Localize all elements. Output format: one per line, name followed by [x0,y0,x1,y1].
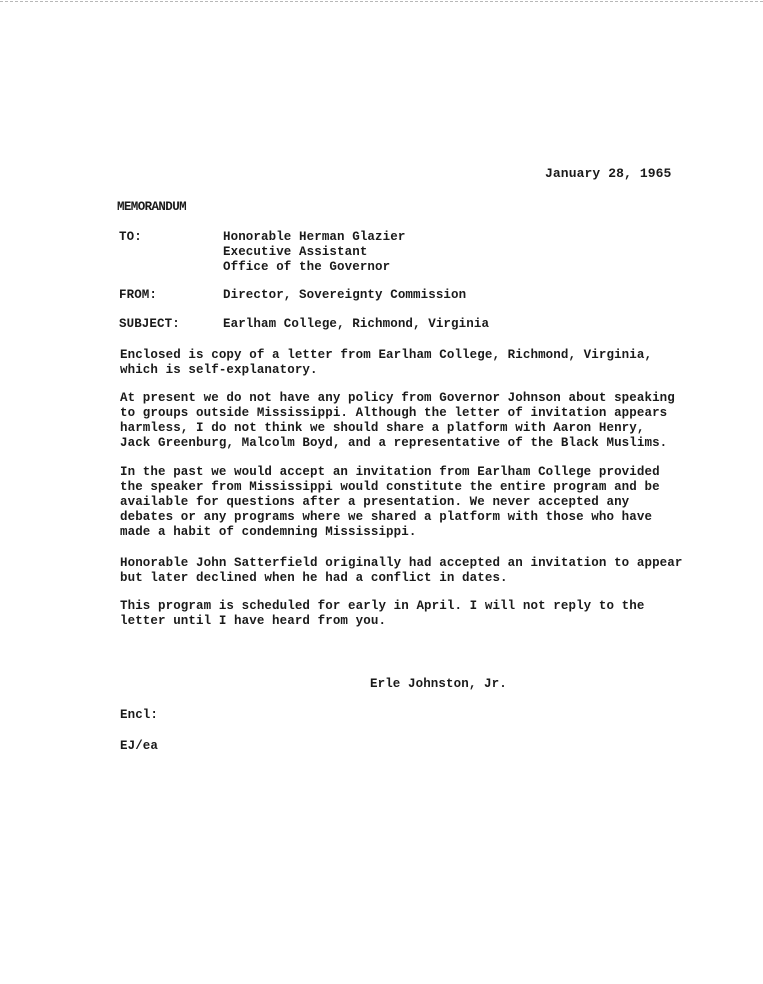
memo-heading: MEMORANDUM [117,200,187,214]
from-value: Director, Sovereignty Commission [223,288,467,302]
paragraph-line: At present we do not have any policy from Governor Johnson about speaking [120,391,675,405]
paragraph-line: Jack Greenburg, Malcolm Boyd, and a representative of the Black Muslims. [120,436,668,450]
paragraph-line: Honorable John Satterfield originally had accepted an invitation to appear [120,556,683,570]
from-label: FROM: [119,288,158,302]
to-line-office: Office of the Governor [223,260,391,274]
typist-initials: EJ/ea [120,739,159,753]
paragraph-line: letter until I have heard from you. [120,614,387,628]
subject-label: SUBJECT: [119,317,180,331]
memo-date: January 28, 1965 [545,166,672,181]
to-line-name: Honorable Herman Glazier [223,230,406,244]
paragraph-past-practice [120,465,680,540]
paragraph-line: This program is scheduled for early in April. I will not reply to the [120,599,645,613]
paragraph-policy [120,391,680,451]
paragraph-line: made a habit of condemning Mississippi. [120,525,417,539]
paragraph-enclosed [120,348,680,378]
paragraph-line: but later declined when he had a conflict in dates. [120,571,508,585]
signature-name: Erle Johnston, Jr. [370,677,507,691]
paragraph-line: harmless, I do not think we should share a platform with Aaron Henry, [120,421,645,435]
to-line-title: Executive Assistant [223,245,368,259]
to-label: TO: [119,230,142,244]
paragraph-schedule [120,599,680,629]
paragraph-line: the speaker from Mississippi would constitute the entire program and be [120,480,660,494]
paragraph-line: debates or any programs where we shared a platform with those who have [120,510,653,524]
paragraph-line: which is self-explanatory. [120,363,318,377]
page-top-border [0,1,763,2]
to-recipient [223,230,405,275]
enclosure-note: Encl: [120,708,159,722]
paragraph-line: available for questions after a presentation. We never accepted any [120,495,630,509]
subject-value: Earlham College, Richmond, Virginia [223,317,490,331]
paragraph-line: to groups outside Mississippi. Although the letter of invitation appears [120,406,668,420]
paragraph-satterfield [120,556,683,586]
paragraph-line: Enclosed is copy of a letter from Earlham College, Richmond, Virginia, [120,348,653,362]
paragraph-line: In the past we would accept an invitation from Earlham College provided [120,465,660,479]
